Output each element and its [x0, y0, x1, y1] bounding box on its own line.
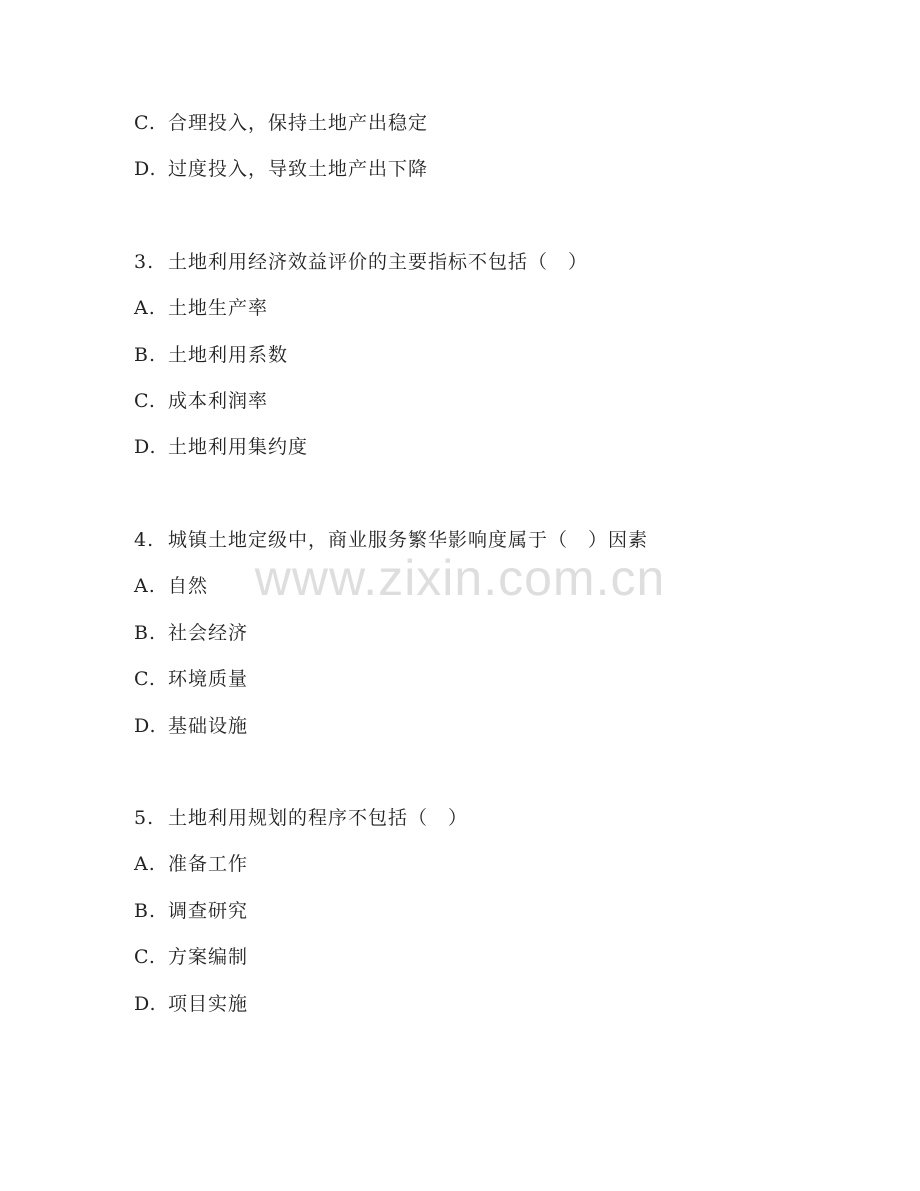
option-label: B. [134, 622, 157, 644]
question-number: 4. [134, 529, 155, 551]
option-label: A. [134, 297, 156, 319]
option-line [134, 435, 308, 459]
option-text: 土地利用集约度 [168, 436, 309, 458]
option-text: 准备工作 [168, 853, 249, 875]
option-line [134, 111, 428, 135]
option-label: D. [134, 158, 157, 180]
option-line [134, 667, 248, 691]
option-text: 成本利润率 [168, 390, 269, 412]
option-text: 基础设施 [168, 715, 249, 737]
option-label: A. [134, 575, 156, 597]
watermark: www.zixin.com.cn [254, 550, 666, 606]
option-text: 调查研究 [168, 900, 249, 922]
option-line [134, 389, 268, 413]
option-label: C. [134, 112, 156, 134]
option-line [134, 621, 248, 645]
option-text: 环境质量 [168, 668, 249, 690]
option-text: 方案编制 [168, 946, 249, 968]
option-text: 合理投入，保持土地产出稳定 [168, 112, 429, 134]
option-label: C. [134, 668, 156, 690]
option-text: 土地利用系数 [168, 344, 289, 366]
option-label: C. [134, 946, 156, 968]
option-line [134, 574, 208, 598]
option-line [134, 899, 248, 923]
option-line [134, 714, 248, 738]
question-number: 5. [134, 807, 155, 829]
option-text: 过度投入，导致土地产出下降 [168, 158, 429, 180]
option-line [134, 343, 288, 367]
option-line [134, 992, 248, 1016]
option-label: D. [134, 436, 157, 458]
option-label: A. [134, 853, 156, 875]
option-line [134, 157, 428, 181]
question-text: 城镇土地定级中，商业服务繁华影响度属于（ ）因素 [168, 529, 649, 551]
question-text: 土地利用规划的程序不包括（ ） [168, 807, 469, 829]
option-label: C. [134, 390, 156, 412]
option-label: D. [134, 715, 157, 737]
option-text: 社会经济 [168, 622, 249, 644]
option-line [134, 945, 248, 969]
question-line [134, 528, 648, 552]
option-label: B. [134, 344, 157, 366]
option-label: B. [134, 900, 157, 922]
option-text: 自然 [168, 575, 209, 597]
option-line [134, 852, 248, 876]
option-label: D. [134, 993, 157, 1015]
question-line [134, 806, 468, 830]
question-line [134, 250, 588, 274]
question-number: 3. [134, 251, 155, 273]
option-text: 项目实施 [168, 993, 249, 1015]
option-line [134, 296, 268, 320]
option-text: 土地生产率 [168, 297, 269, 319]
question-text: 土地利用经济效益评价的主要指标不包括（ ） [168, 251, 589, 273]
